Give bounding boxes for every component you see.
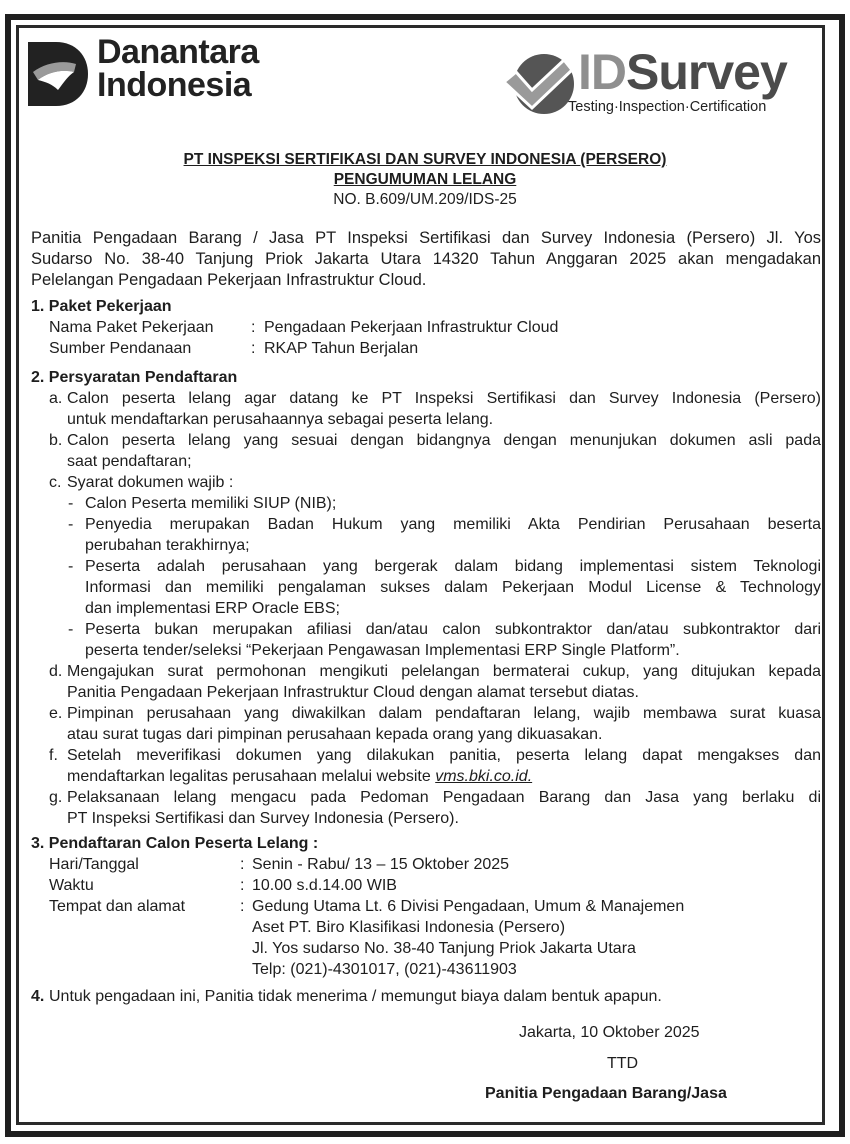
sumber-sep: :	[251, 340, 256, 357]
item-e-line-1: Pimpinan perusahaan yang diwakilkan dalam pendaftaran lelang, wajib membawa surat kuasa	[67, 705, 821, 722]
checkmark-badge-icon	[502, 52, 576, 114]
place-date: Jakarta, 10 Oktober 2025	[519, 1024, 700, 1041]
intro-line-3: Pelelangan Pengadaan Pekerjaan Infrastruktur Cloud.	[31, 271, 427, 289]
sumber-label: Sumber Pendanaan	[49, 340, 192, 357]
section-3-heading: 3. Pendaftaran Calon Peserta Lelang :	[31, 835, 319, 852]
address-phone: Telp: (021)-4301017, (021)-43611903	[252, 961, 517, 978]
section-4-number: 4.	[31, 988, 45, 1005]
address-line-2: Jl. Yos sudarso No. 38-40 Tanjung Priok Jakarta Utara	[252, 940, 636, 957]
company-title: PT INSPEKSI SERTIFIKASI DAN SURVEY INDONESIA (PERSERO)	[183, 151, 667, 168]
item-a-line-2: untuk mendaftarkan perusahaannya sebagai peserta lelang.	[67, 411, 494, 428]
waktu-value: 10.00 s.d.14.00 WIB	[252, 877, 397, 894]
item-g-line-2: PT Inspeksi Sertifikasi dan Survey Indonesia (Persero).	[67, 810, 459, 827]
idsurvey-id: ID	[578, 44, 626, 100]
bullet-2-line-2: perubahan terakhirnya;	[85, 537, 250, 554]
hari-value: Senin - Rabu/ 13 – 15 Oktober 2025	[252, 856, 510, 873]
section-1-heading: 1. Paket Pekerjaan	[31, 298, 172, 315]
item-c-text: Syarat dokumen wajib :	[67, 474, 234, 491]
item-g-line-1: Pelaksanaan lelang mengacu pada Pedoman Pengadaan Barang dan Jasa yang berlaku di	[67, 789, 821, 806]
bullet-3-line-3: dan implementasi ERP Oracle EBS;	[85, 600, 340, 617]
item-f-marker: f.	[49, 747, 58, 764]
item-a-marker: a.	[49, 390, 63, 407]
bullet-3-line-2: Informasi dan memiliki pengalaman sukses dalam Pekerjaan Modul License & Technology	[85, 579, 821, 596]
item-d-marker: d.	[49, 663, 63, 680]
paket-sep: :	[251, 319, 256, 336]
tempat-label: Tempat dan alamat	[49, 898, 186, 915]
intro-line-1: Panitia Pengadaan Barang / Jasa PT Inspeksi Sertifikasi dan Survey Indonesia (Persero) Jl. Yos	[31, 229, 821, 247]
signer-name: Panitia Pengadaan Barang/Jasa	[485, 1085, 727, 1102]
paket-label: Nama Paket Pekerjaan	[49, 319, 214, 336]
bullet-3-line-1: Peserta adalah perusahaan yang bergerak dalam bidang implementasi sistem Teknologi	[85, 558, 821, 575]
item-e-marker: e.	[49, 705, 63, 722]
bullet-4-line-1: Peserta bukan merupakan afiliasi dan/atau calon subkontraktor dan/atau subkontraktor dari	[85, 621, 821, 638]
waktu-sep: :	[240, 877, 245, 894]
ttd-mark: TTD	[607, 1055, 639, 1072]
sumber-value: RKAP Tahun Berjalan	[264, 340, 419, 357]
danantara-wordmark	[97, 33, 259, 104]
vms-website-link[interactable]: vms.bki.co.id.	[435, 768, 533, 785]
tempat-value: Gedung Utama Lt. 6 Divisi Pengadaan, Umum & Manajemen	[252, 898, 685, 915]
item-f-line-1: Setelah meverifikasi dokumen yang dilakukan panitia, peserta lelang dapat mengakses dan	[67, 747, 821, 764]
section-4-text: Untuk pengadaan ini, Panitia tidak menerima / memungut biaya dalam bentuk apapun.	[49, 988, 662, 1005]
idsurvey-wordmark	[578, 44, 787, 100]
paket-value: Pengadaan Pekerjaan Infrastruktur Cloud	[264, 319, 559, 336]
announcement-number: NO. B.609/UM.209/IDS-25	[333, 191, 517, 208]
address-line-1: Aset PT. Biro Klasifikasi Indonesia (Persero)	[252, 919, 566, 936]
intro-line-2: Sudarso No. 38-40 Tanjung Priok Jakarta Utara 14320 Tahun Anggaran 2025 akan mengadakan	[31, 250, 821, 268]
announcement-title: PENGUMUMAN LELANG	[333, 171, 517, 188]
bullet-4-line-2: peserta tender/seleksi “Pekerjaan Pengawasan Implementasi ERP Single Platform”.	[85, 642, 680, 659]
item-g-marker: g.	[49, 789, 63, 806]
danantara-line2: Indonesia	[97, 66, 252, 104]
item-f-line-2	[67, 766, 532, 787]
hari-label: Hari/Tanggal	[49, 856, 139, 873]
waktu-label: Waktu	[49, 877, 94, 894]
danantara-line1: Danantara	[97, 33, 259, 71]
bullet-3-dash: -	[68, 558, 74, 575]
item-c-marker: c.	[49, 474, 62, 491]
item-d-line-2: Panitia Pengadaan Pekerjaan Infrastruktur Cloud dengan alamat tersebut diatas.	[67, 684, 639, 701]
tempat-sep: :	[240, 898, 245, 915]
bullet-2-line-1: Penyedia merupakan Badan Hukum yang memiliki Akta Pendirian Perusahaan beserta	[85, 516, 821, 533]
item-d-line-1: Mengajukan surat permohonan mengikuti pelelangan bermaterai cukup, yang ditujukan kepada	[67, 663, 821, 680]
item-a-line-1: Calon peserta lelang agar datang ke PT Inspeksi Sertifikasi dan Survey Indonesia (Persero)	[67, 390, 821, 407]
bullet-2-dash: -	[68, 516, 74, 533]
bullet-1-dash: -	[68, 495, 74, 512]
bullet-1-line-1: Calon Peserta memiliki SIUP (NIB);	[85, 495, 337, 512]
item-b-marker: b.	[49, 432, 63, 449]
danantara-d-icon	[28, 42, 88, 106]
bullet-4-dash: -	[68, 621, 74, 638]
item-e-line-2: atau surat tugas dari pimpinan perusahaan kepada orang yang dikuasakan.	[67, 726, 603, 743]
section-2-heading: 2. Persyaratan Pendaftaran	[31, 369, 238, 386]
idsurvey-tagline: Testing·Inspection·Certification	[568, 99, 767, 115]
item-f-line-2-text: mendaftarkan legalitas perusahaan melalui website	[67, 768, 436, 785]
hari-sep: :	[240, 856, 245, 873]
item-b-line-2: saat pendaftaran;	[67, 453, 192, 470]
idsurvey-survey: Survey	[626, 44, 787, 100]
item-b-line-1: Calon peserta lelang yang sesuai dengan bidangnya dengan menunjukan dokumen asli pada	[67, 432, 821, 449]
